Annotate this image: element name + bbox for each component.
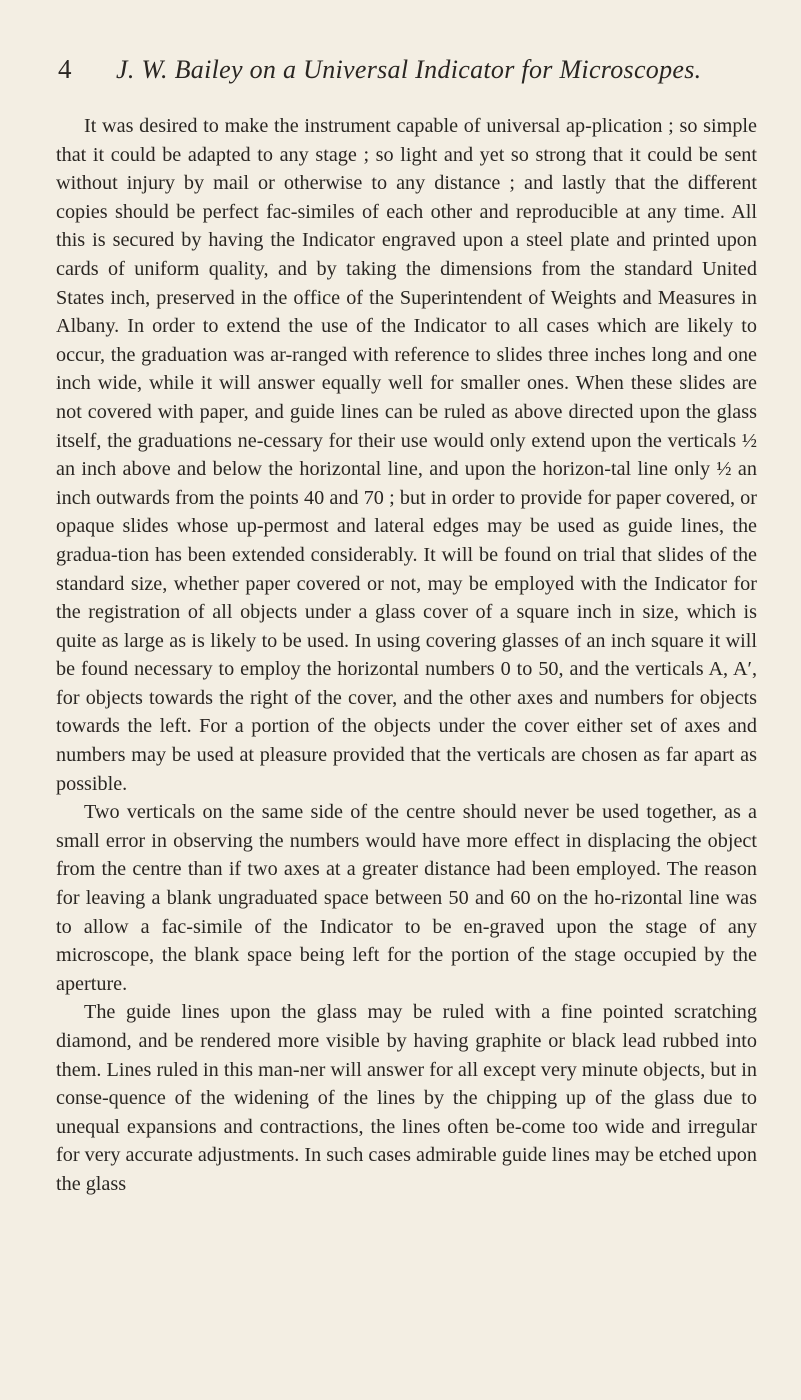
page-number: 4 bbox=[58, 54, 72, 84]
running-title: J. W. Bailey on a Universal Indicator for Microscopes. bbox=[116, 55, 702, 84]
paragraph: The guide lines upon the glass may be ruled with a fine pointed scratching diamond, and be rendered more visible by having graphite or black lead rubbed into them. Lines ruled in this man-ner will answer for all except very minute objects, but in conse-quence of the widening of the lines by the chipping up of the glass due to unequal expansions and contractions, the lines often be-come too wide and irregular for very accurate adjustments. In such cases admirable guide lines may be etched upon the glass bbox=[56, 1001, 757, 1195]
paragraph: Two verticals on the same side of the centre should never be used together, as a small error in observing the numbers would have more effect in displacing the object from the centre than if two axes at a greater distance had been employed. The reason for leaving a blank ungraduated space between 50 and 60 on the ho-rizontal line was to allow a fac-simile of the Indicator to be en-graved upon the stage of any microscope, the blank space being left for the portion of the stage occupied by the aperture. bbox=[56, 801, 757, 995]
body-text bbox=[56, 112, 757, 1199]
running-head bbox=[56, 54, 757, 94]
paragraph: It was desired to make the instrument capable of universal ap-plication ; so simple that it could be adapted to any stage ; so light and yet so strong that it could be sent without injury by mail or otherwise to any distance ; and lastly that the different copies should be perfect fac-similes of each other and reproducible at any time. All this is secured by having the Indicator engraved upon a steel plate and printed upon cards of uniform quality, and by taking the dimensions from the standard United States inch, preserved in the office of the Superintendent of Weights and Measures in Albany. In order to extend the use of the Indicator to all cases which are likely to occur, the graduation was ar-ranged with reference to slides three inches long and one inch wide, while it will answer equally well for smaller ones. When these slides are not covered with paper, and guide lines can be ruled as above directed upon the glass itself, the graduations ne-cessary for their use would only extend upon the verticals ½ an inch above and below the horizontal line, and upon the horizon-tal line only ½ an inch outwards from the points 40 and 70 ; but in order to provide for paper covered, or opaque slides whose up-permost and lateral edges may be used as guide lines, the gradua-tion has been extended considerably. It will be found on trial that slides of the standard size, whether paper covered or not, may be employed with the Indicator for the registration of all objects under a glass cover of a square inch in size, which is quite as large as is likely to be used. In using covering glasses of an inch square it will be found necessary to employ the horizontal numbers 0 to 50, and the verticals A, A′, for objects towards the right of the cover, and the other axes and numbers for objects towards the left. For a portion of the objects under the cover either set of axes and numbers may be used at pleasure provided that the verticals are chosen as far apart as possible. bbox=[56, 115, 757, 795]
